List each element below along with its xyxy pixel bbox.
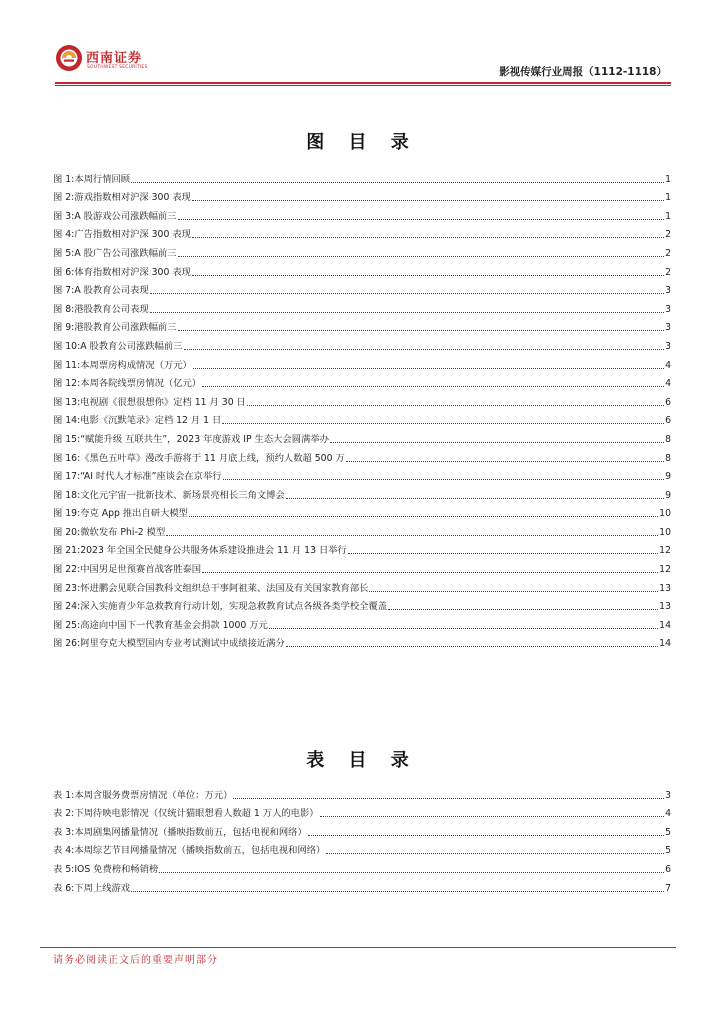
page-number: 1 [665, 192, 671, 204]
figure-toc-entry[interactable] [53, 576, 671, 595]
table-toc-entry[interactable] [53, 876, 671, 895]
figure-title: 本周票房构成情况（万元） [80, 359, 192, 371]
page-number: 3 [665, 322, 671, 334]
page-number: 3 [665, 340, 671, 352]
dot-leader [369, 590, 658, 592]
page-number: 5 [665, 845, 671, 857]
dot-leader [178, 255, 664, 257]
table-label: 表 5: [53, 863, 75, 875]
figure-title: 中国男足世预赛首战客胜泰国 [80, 564, 202, 576]
figure-title: 港股教育公司表现 [74, 303, 149, 315]
figure-title: “AI 时代人才标准”座谈会在京举行 [80, 471, 222, 483]
page-number: 1 [665, 173, 671, 185]
figures-toc-list [53, 167, 671, 650]
page-number: 14 [659, 619, 671, 631]
dot-leader [178, 218, 664, 220]
dot-leader [131, 181, 664, 183]
figure-toc-entry[interactable] [53, 465, 671, 484]
figure-toc-entry[interactable] [53, 372, 671, 391]
figure-label: 图 14: [53, 415, 81, 427]
footer-divider [40, 947, 676, 948]
figure-title: 2023 年全国全民健身公共服务体系建设推进会 11 月 13 日举行 [80, 545, 347, 557]
figure-label: 图 7: [53, 285, 75, 297]
table-label: 表 3: [53, 826, 75, 838]
figure-title: 《黑色五叶草》漫改手游将于 11 月底上线，预约人数超 500 万 [80, 452, 345, 464]
dot-leader [150, 292, 664, 294]
figure-toc-entry[interactable] [53, 279, 671, 298]
page-number: 12 [659, 545, 671, 557]
figure-toc-entry[interactable] [53, 613, 671, 632]
page-number: 10 [659, 508, 671, 520]
figure-label: 图 1: [53, 173, 75, 185]
figure-label: 图 9: [53, 322, 75, 334]
figure-title: 游戏指数相对沪深 300 表现 [74, 192, 191, 204]
page-number: 9 [665, 471, 671, 483]
company-logo [55, 44, 175, 78]
figure-title: A 股游戏公司涨跌幅前三 [74, 210, 177, 222]
page-number: 3 [665, 285, 671, 297]
page-number: 2 [665, 229, 671, 241]
page-number: 8 [665, 433, 671, 445]
figure-toc-entry[interactable] [53, 241, 671, 260]
disclaimer-note: 请务必阅读正文后的重要声明部分 [53, 955, 218, 966]
table-toc-entry[interactable] [53, 802, 671, 821]
page-number: 3 [665, 303, 671, 315]
figure-toc-entry[interactable] [53, 595, 671, 614]
dot-leader [388, 608, 658, 610]
figure-title: 高途向中国下一代教育基金会捐款 1000 万元 [80, 619, 268, 631]
table-label: 表 1: [53, 789, 75, 801]
dot-leader [223, 478, 665, 480]
figure-title: “赋能升级 互联共生”，2023 年度游戏 IP 生态大会圆满举办 [80, 433, 329, 445]
table-title: 本周综艺节目网播量情况（播映指数前五，包括电视和网络） [74, 845, 326, 857]
table-label: 表 2: [53, 808, 75, 820]
dot-leader [320, 815, 665, 817]
figure-label: 图 19: [53, 508, 81, 520]
figure-title: 怀进鹏会见联合国教科文组织总干事阿祖莱、法国及有关国家教育部长 [80, 582, 369, 594]
figure-toc-entry[interactable] [53, 316, 671, 335]
table-title: IOS 免费榜和畅销榜 [74, 863, 159, 875]
figure-title: 港股教育公司涨跌幅前三 [74, 322, 177, 334]
dot-leader [222, 422, 664, 424]
dot-leader [193, 367, 664, 369]
figure-toc-entry[interactable] [53, 334, 671, 353]
figure-toc-entry[interactable] [53, 539, 671, 558]
figure-label: 图 5: [53, 247, 75, 259]
figure-title: 电影《沉默笔录》定档 12 月 1 日 [80, 415, 222, 427]
dot-leader [286, 497, 664, 499]
page-number: 6 [665, 415, 671, 427]
figure-label: 图 20: [53, 526, 81, 538]
figure-label: 图 22: [53, 564, 81, 576]
tables-toc-list [53, 783, 671, 895]
figure-label: 图 17: [53, 471, 81, 483]
figure-toc-entry[interactable] [53, 167, 671, 186]
figure-title: 本周行情回顾 [74, 173, 131, 185]
dot-leader [189, 515, 658, 517]
figure-title: A 股教育公司涨跌幅前三 [80, 340, 183, 352]
figure-title: 广告指数相对沪深 300 表现 [74, 229, 191, 241]
dot-leader [178, 329, 664, 331]
figure-toc-entry[interactable] [53, 520, 671, 539]
figure-title: 深入实施青少年急救教育行动计划，实现急救教育试点各级各类学校全覆盖 [80, 601, 388, 613]
figure-label: 图 26: [53, 638, 81, 650]
table-title: 本周含服务费票房情况（单位：万元） [74, 789, 233, 801]
figure-toc-entry[interactable] [53, 390, 671, 409]
table-label: 表 4: [53, 845, 75, 857]
page-number: 4 [665, 808, 671, 820]
figure-toc-entry[interactable] [53, 557, 671, 576]
figure-label: 图 12: [53, 378, 81, 390]
figure-label: 图 18: [53, 489, 81, 501]
page-number: 13 [659, 601, 671, 613]
figure-title: 微软发布 Phi-2 模型 [80, 526, 166, 538]
header-divider [55, 82, 671, 84]
dot-leader [166, 534, 658, 536]
figure-toc-entry[interactable] [53, 223, 671, 242]
dot-leader [233, 797, 664, 799]
figure-label: 图 25: [53, 619, 81, 631]
figure-title: A 股广告公司涨跌幅前三 [74, 247, 177, 259]
figure-label: 图 15: [53, 433, 81, 445]
figure-label: 图 8: [53, 303, 75, 315]
figure-title: 本周各院线票房情况（亿元） [80, 378, 202, 390]
dot-leader [192, 274, 664, 276]
figure-toc-entry[interactable] [53, 353, 671, 372]
page-number: 10 [659, 526, 671, 538]
figure-toc-entry[interactable] [53, 632, 671, 651]
figure-label: 图 21: [53, 545, 81, 557]
table-toc-entry[interactable] [53, 857, 671, 876]
tables-heading: 表 目 录 [306, 750, 418, 771]
table-title: 下周待映电影情况（仅统计猫眼想看人数超 1 万人的电影） [74, 808, 319, 820]
page-number: 7 [665, 882, 671, 894]
figure-toc-entry[interactable] [53, 409, 671, 428]
figure-title: 体育指数相对沪深 300 表现 [74, 266, 191, 278]
table-toc-entry[interactable] [53, 783, 671, 802]
figure-toc-entry[interactable] [53, 186, 671, 205]
dot-leader [202, 385, 664, 387]
page-number: 1 [665, 210, 671, 222]
figure-title: 电视剧《很想很想你》定档 11 月 30 日 [80, 396, 246, 408]
figure-title: 夸克 App 推出自研大模型 [80, 508, 188, 520]
page-number: 2 [665, 247, 671, 259]
page-number: 6 [665, 396, 671, 408]
dot-leader [192, 236, 664, 238]
table-label: 表 6: [53, 882, 75, 894]
page-number: 4 [665, 359, 671, 371]
figure-label: 图 4: [53, 229, 75, 241]
figure-toc-entry[interactable] [53, 260, 671, 279]
figure-toc-entry[interactable] [53, 297, 671, 316]
figures-heading: 图 目 录 [306, 132, 418, 153]
figure-label: 图 6: [53, 266, 75, 278]
figure-title: 文化元宇宙一批新技术、新场景亮相长三角文博会 [80, 489, 285, 501]
dot-leader [308, 834, 664, 836]
dot-leader [346, 460, 664, 462]
dot-leader [131, 890, 664, 892]
figure-label: 图 23: [53, 582, 81, 594]
page-header [55, 40, 671, 86]
dot-leader [330, 441, 664, 443]
page-number: 6 [665, 863, 671, 875]
report-title: 影视传媒行业周报（1112-1118） [499, 66, 667, 78]
table-toc-entry[interactable] [53, 820, 671, 839]
figure-label: 图 3: [53, 210, 75, 222]
dot-leader [184, 348, 665, 350]
figure-title: 阿里夸克大模型国内专业考试测试中成绩接近满分 [80, 638, 285, 650]
page-number: 8 [665, 452, 671, 464]
figure-label: 图 13: [53, 396, 81, 408]
dot-leader [150, 311, 664, 313]
table-toc-entry[interactable] [53, 839, 671, 858]
figure-label: 图 2: [53, 192, 75, 204]
dot-leader [202, 571, 658, 573]
figure-label: 图 24: [53, 601, 81, 613]
page-number: 14 [659, 638, 671, 650]
figure-label: 图 10: [53, 340, 81, 352]
page-number: 4 [665, 378, 671, 390]
dot-leader [247, 404, 664, 406]
logo-english-name: SOUTHWEST SECURITIES [87, 65, 148, 70]
figure-label: 图 11: [53, 359, 81, 371]
page-number: 5 [665, 826, 671, 838]
figure-label: 图 16: [53, 452, 81, 464]
figure-toc-entry[interactable] [53, 483, 671, 502]
dot-leader [269, 627, 658, 629]
logo-mark-icon [55, 44, 83, 72]
page-number: 3 [665, 789, 671, 801]
logo-chinese-name: 西南证券 [86, 51, 143, 66]
page-number: 2 [665, 266, 671, 278]
dot-leader [326, 852, 664, 854]
figure-title: A 股教育公司表现 [74, 285, 149, 297]
header-divider-thin [55, 85, 671, 86]
page-number: 12 [659, 564, 671, 576]
figure-toc-entry[interactable] [53, 502, 671, 521]
dot-leader [286, 645, 658, 647]
dot-leader [348, 552, 658, 554]
figure-toc-entry[interactable] [53, 427, 671, 446]
table-title: 下周上线游戏 [74, 882, 131, 894]
figure-toc-entry[interactable] [53, 204, 671, 223]
page-number: 13 [659, 582, 671, 594]
dot-leader [192, 199, 664, 201]
dot-leader [159, 871, 664, 873]
page-number: 9 [665, 489, 671, 501]
figure-toc-entry[interactable] [53, 446, 671, 465]
table-title: 本周剧集网播量情况（播映指数前五，包括电视和网络） [74, 826, 307, 838]
